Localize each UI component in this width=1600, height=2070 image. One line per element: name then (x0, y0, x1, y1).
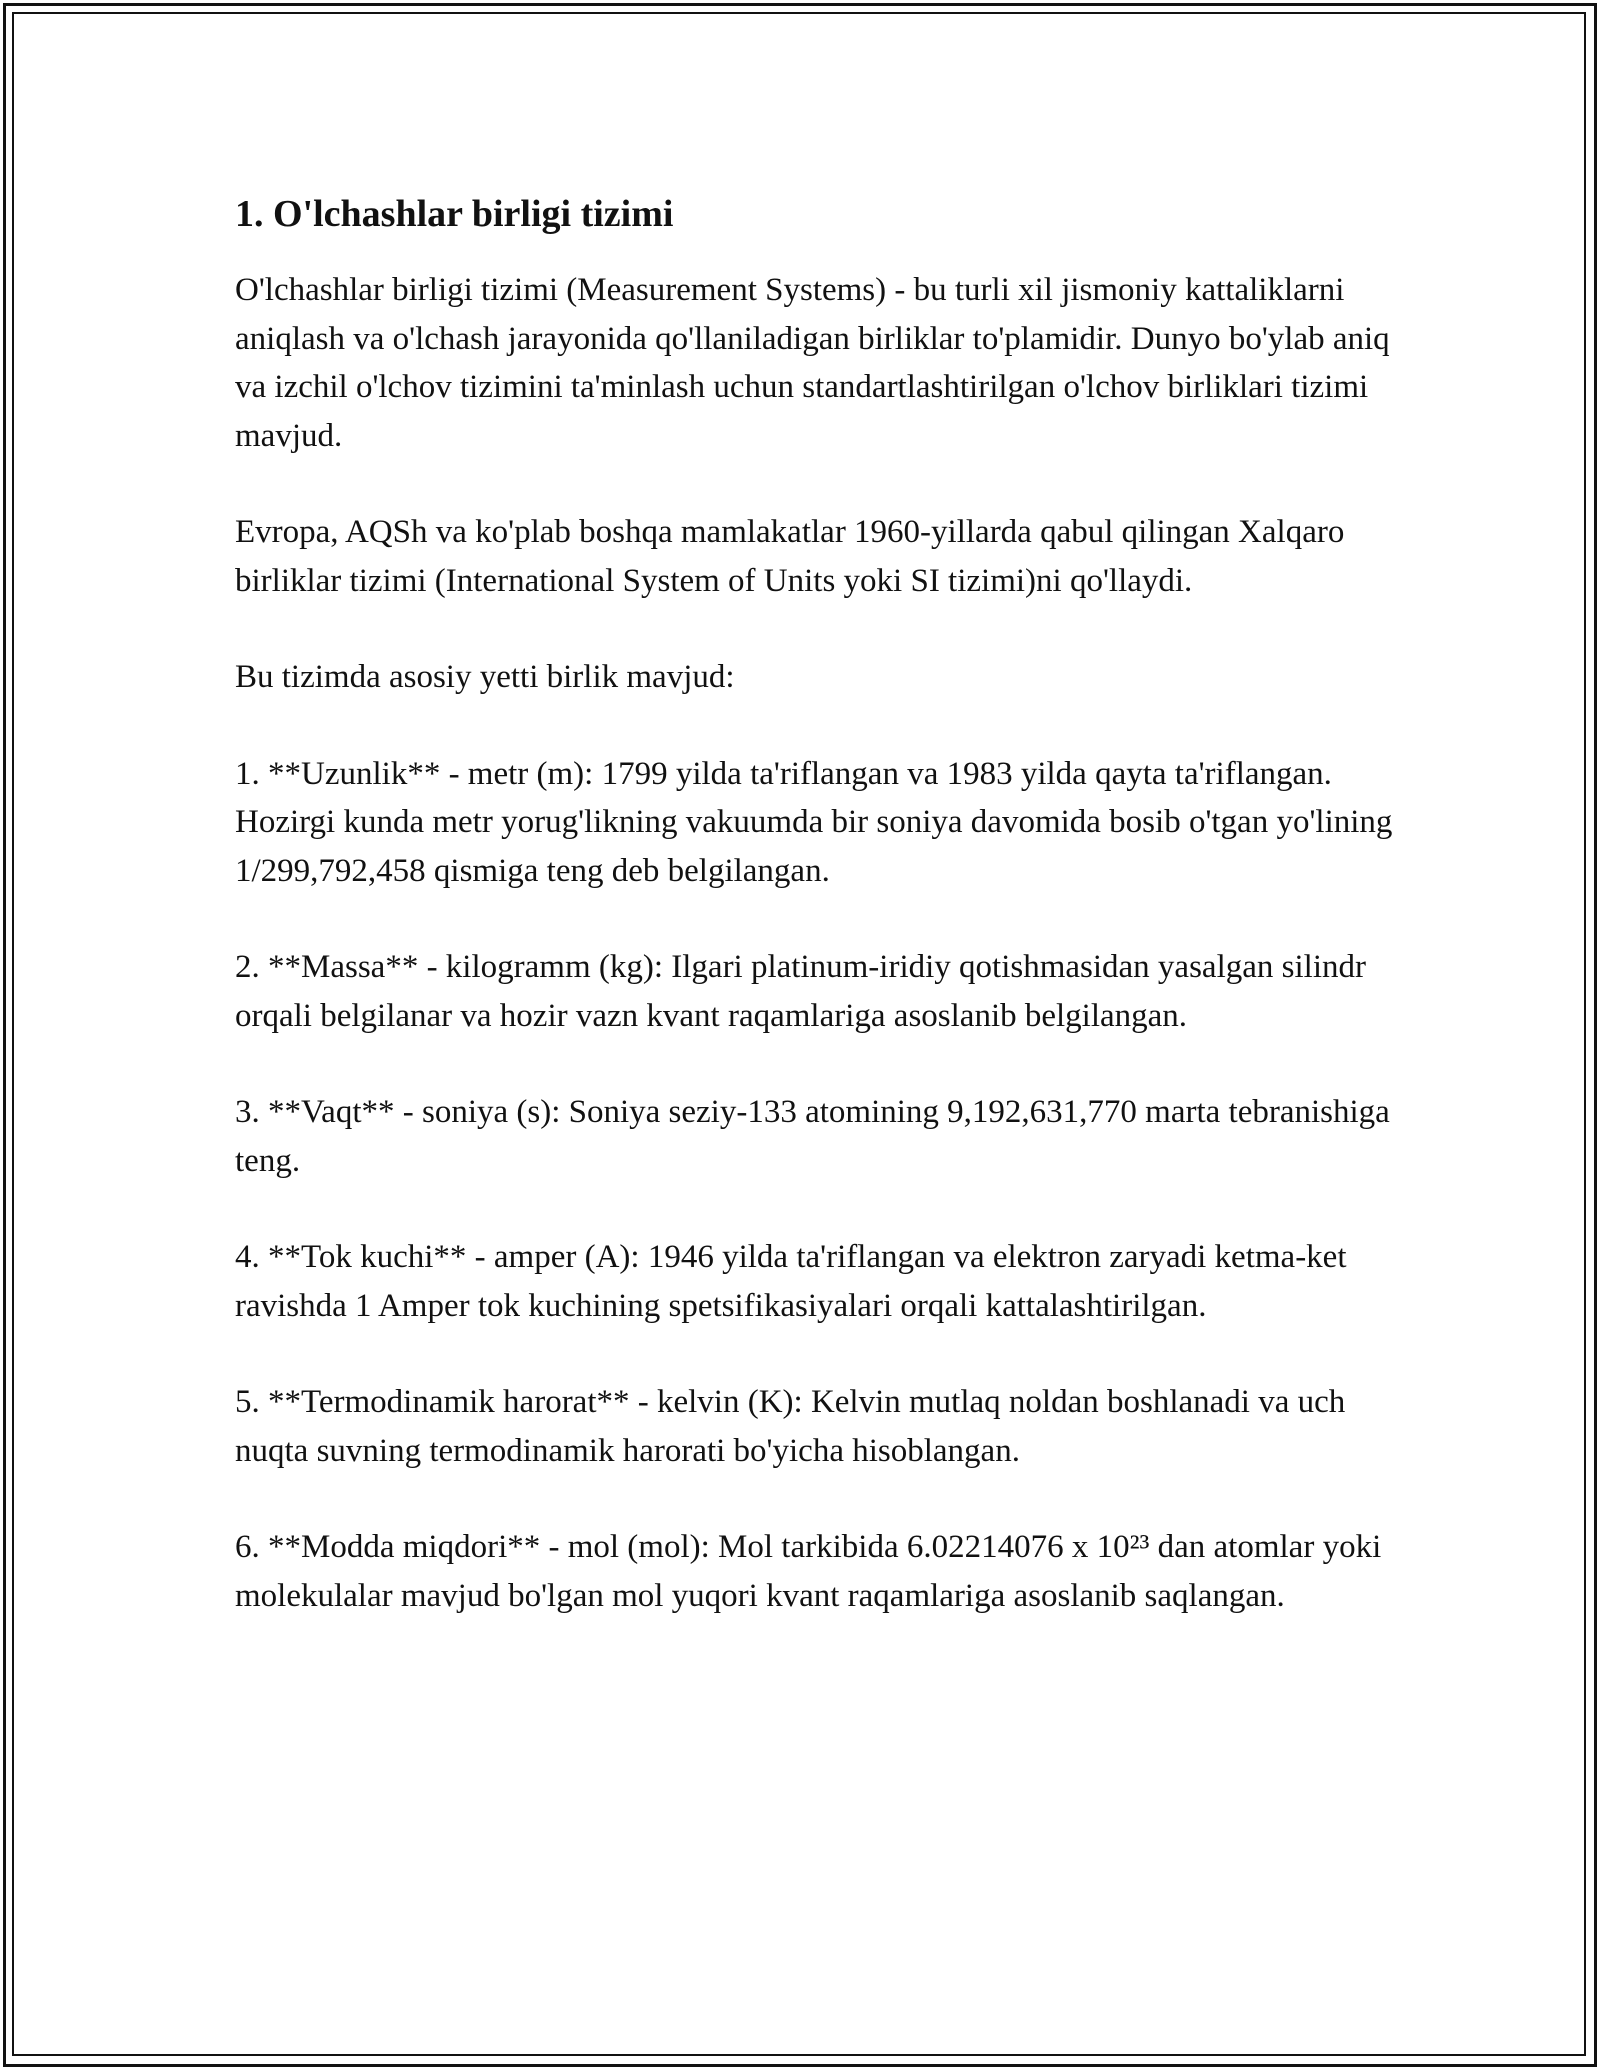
document-body (235, 190, 1395, 1668)
list-item-length: 1. **Uzunlik** - metr (m): 1799 yilda ta'riflangan va 1983 yilda qayta ta'riflangan. Hozirgi kunda metr yorug'likning vakuumda bir soniya davomida bosib o'tgan yo'lining 1/299,792,458 qismiga teng deb belgilangan. (235, 755, 1393, 889)
list-item-amount-of-substance: 6. **Modda miqdori** - mol (mol): Mol tarkibida 6.02214076 x 10²³ dan atomlar yoki molekulalar mavjud bo'lgan mol yuqori kvant raqamlariga asoslanib saqlangan. (235, 1529, 1382, 1614)
list-item-time: 3. **Vaqt** - soniya (s): Soniya seziy-133 atomining 9,192,631,770 marta tebranishiga teng. (235, 1094, 1390, 1179)
list-item-mass: 2. **Massa** - kilogramm (kg): Ilgari platinum-iridiy qotishmasidan yasalgan silindr orqali belgilanar va hozir vazn kvant raqamlariga asoslanib belgilangan. (235, 949, 1366, 1034)
paragraph-si-adoption: Evropa, AQSh va ko'plab boshqa mamlakatlar 1960-yillarda qabul qilingan Xalqaro birliklar tizimi (International System of Units yoki SI tizimi)ni qo'llaydi. (235, 514, 1345, 599)
list-item-temperature: 5. **Termodinamik harorat** - kelvin (K): Kelvin mutlaq noldan boshlanadi va uch nuqta suvning termodinamik harorati bo'yicha hisoblangan. (235, 1384, 1346, 1469)
paragraph-intro: O'lchashlar birligi tizimi (Measurement Systems) - bu turli xil jismoniy kattaliklarni aniqlash va o'lchash jarayonida qo'llaniladigan birliklar to'plamidir. Dunyo bo'ylab aniq va izchil o'lchov tizimini ta'minlash uchun standartlashtirilgan o'lchov birliklari tizimi mavjud. (235, 272, 1390, 454)
paragraph-base-units-lead: Bu tizimda asosiy yetti birlik mavjud: (235, 659, 735, 695)
list-item-current: 4. **Tok kuchi** - amper (A): 1946 yilda ta'riflangan va elektron zaryadi ketma-ket ravishda 1 Amper tok kuchining spetsifikasiyalari orqali kattalashtirilgan. (235, 1239, 1347, 1324)
document-title: 1. O'lchashlar birligi tizimi (235, 193, 674, 235)
